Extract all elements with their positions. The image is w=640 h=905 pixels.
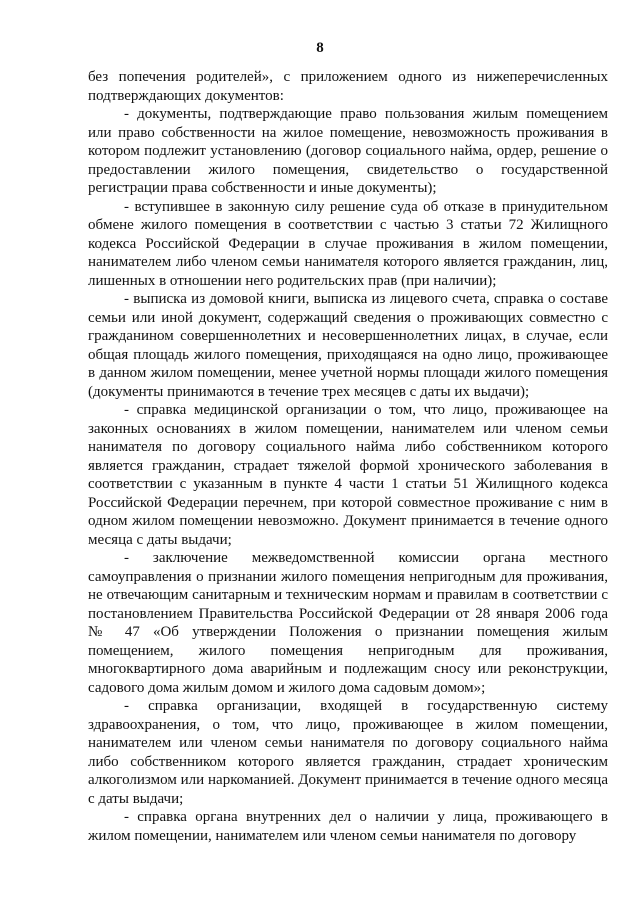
paragraph: - справка организации, входящей в государственную систему здравоохранения, о том, что лицо, проживающее в жилом помещении, нанимателем или членом семьи нанимателя по договору социального найма либо собственником которого является гражданин, страдает хроническим алкоголизмом или наркоманией. Документ принимается в течение одного месяца с даты выдачи; [88, 698, 608, 807]
paragraph: - выписка из домовой книги, выписка из лицевого счета, справка о составе семьи или иной документ, содержащий сведения о проживающих совместно с гражданином совершеннолетних и несовершеннолетних лицах, в случае, если общая площадь жилого помещения, приходящаяся на одно лицо, проживающее в данном жилом помещении, менее учетной нормы площади жилого помещения (документы принимаются в течение трех месяцев с даты их выдачи); [88, 291, 608, 400]
paragraph: без попечения родителей», с приложением одного из нижеперечисленных подтверждающих документов: [88, 69, 608, 104]
paragraph: - вступившее в законную силу решение суда об отказе в принудительном обмене жилого помещения в соответствии с частью 3 статьи 72 Жилищного кодекса Российской Федерации в случае проживания в жилом помещении, нанимателем либо членом семьи нанимателя которого является гражданин, лиц, лишенных в отношении него родительских прав (при наличии); [88, 198, 608, 289]
paragraph: - справка медицинской организации о том, что лицо, проживающее на законных основаниях в жилом помещении, нанимателем или членом семьи нанимателя по договору социального найма либо собственником которого является гражданин, страдает тяжелой формой хронического заболевания в соответствии с указанным в пункте 4 части 1 статьи 51 Жилищного кодекса Российской Федерации перечнем, при которой совместное проживание с ним в одном жилом помещении невозможно. Документ принимается в течение одного месяца с даты выдачи; [88, 402, 608, 548]
page-number: 8 [316, 40, 324, 56]
paragraph: - документы, подтверждающие право пользования жилым помещением или право собственности на жилое помещение, невозможность проживания в котором подлежит установлению (договор социального найма, ордер, решение о предоставлении жилого помещения, свидетельство о государственной регистрации права собственности и иные документы); [88, 106, 608, 196]
paragraph: - справка органа внутренних дел о наличии у лица, проживающего в жилом помещении, нанимателем или членом семьи нанимателя по договору [88, 809, 608, 844]
document-body [88, 68, 608, 845]
paragraph: - заключение межведомственной комиссии органа местного самоуправления о признании жилого помещения непригодным для проживания, не отвечающим санитарным и техническим нормам и правилам в соответствии с постановлением Правительства Российской Федерации от 28 января 2006 года № 47 «Об утверждении Положения о признании помещения жилым помещением, жилого помещения непригодным для проживания, многоквартирного дома аварийным и подлежащим сносу или реконструкции, садового дома жилым домом и жилого дома садовым домом»; [88, 550, 608, 696]
